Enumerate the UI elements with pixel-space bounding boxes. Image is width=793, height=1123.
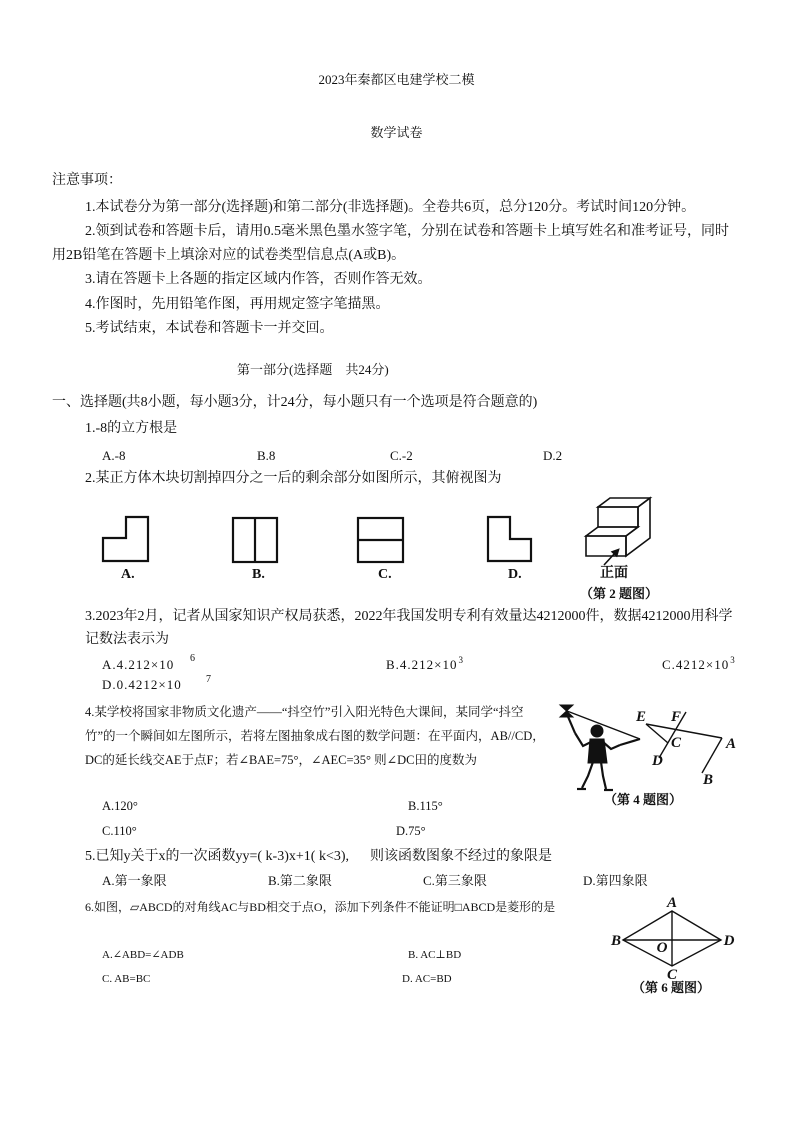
q3-option-a: A.4.212×10 xyxy=(102,657,175,672)
center-label-o: O xyxy=(656,940,668,956)
q2-figure-label-a: A. xyxy=(121,567,135,582)
line-ea xyxy=(646,724,722,738)
solid-upper-top-face xyxy=(598,498,650,507)
q2-option-a-shape xyxy=(103,517,148,561)
vertex-label-b: B xyxy=(610,933,622,949)
q4-stem-line: DC的延长线交AE于点F；若∠BAE=75°，∠AEC=35° 则∠DC田的度数为 xyxy=(85,753,477,767)
q3-option-d: D.0.4212×10 xyxy=(102,677,182,692)
q2-figure-label-d: D. xyxy=(508,567,522,582)
notice-heading: 注意事项： xyxy=(52,173,122,188)
q3-option-a-exponent: 6 xyxy=(190,653,195,664)
q2-figure xyxy=(95,495,665,571)
notice-line: 5.考试结束，本试卷和答题卡一并交回。 xyxy=(85,321,334,336)
notice-line: 2.领到试卷和答题卡后，请用0.5毫米黑色墨水签字笔，分别在试卷和答题卡上填写姓名和准考证号，同时 xyxy=(85,224,729,239)
exam-title: 2023年秦都区电建学校二模 xyxy=(318,72,475,87)
q6-option-b: B. AC⊥BD xyxy=(408,949,462,961)
point-label-c: C xyxy=(671,735,682,751)
q3-stem-line: 3.2023年2月，记者从国家知识产权局获悉，2022年我国发明专利有效量达4212000件，数据4212000用科学 xyxy=(85,609,733,624)
q4-figure xyxy=(555,700,750,792)
player-head xyxy=(591,725,603,737)
q2-figure-caption: （第 2 题图） xyxy=(580,586,659,601)
q4-option-a: A.120° xyxy=(102,799,138,813)
notice-line: 4.作图时，先用铅笔作图，再用规定签字笔描黑。 xyxy=(85,297,390,312)
q6-option-a: A.∠ABD=∠ADB xyxy=(102,949,184,961)
q3-option-c xyxy=(662,657,735,674)
player-left-arm xyxy=(575,733,591,746)
point-label-e: E xyxy=(636,709,647,725)
q1-option-a: A.-8 xyxy=(102,448,126,463)
q1-option-b: B.8 xyxy=(257,448,276,463)
diabolo-string xyxy=(567,711,640,739)
q6-figure-caption: （第 6 题图） xyxy=(632,980,711,995)
point-label-a: A xyxy=(726,736,737,752)
q5-option-c: C.第三象限 xyxy=(423,873,487,888)
q5-option-a: A.第一象限 xyxy=(102,873,167,888)
q3-option-b-exponent: 3 xyxy=(458,655,464,665)
q3-option-b-base: B.4.212×10 xyxy=(386,657,458,672)
q3-stem-line: 记数法表示为 xyxy=(85,632,169,647)
part-one-heading: 第一部分(选择题 共24分) xyxy=(237,362,389,377)
solid-lower-top-face xyxy=(586,527,638,536)
front-view-label: 正面 xyxy=(600,566,628,581)
notice-line: 1.本试卷分为第一部分(选择题)和第二部分(非选择题)。全卷共6页，总分120分。考试时间120分钟。 xyxy=(85,200,696,215)
player-left-leg xyxy=(582,762,593,788)
q4-stem-line: 4.某学校将国家非物质文化遗产——“抖空竹”引入阳光特色大课间，某同学“抖空 xyxy=(85,705,524,719)
exam-subject: 数学试卷 xyxy=(370,125,423,140)
front-view-arrow xyxy=(604,553,615,565)
section-one-heading: 一、选择题(共8小题，每小题3分，计24分，每小题只有一个选项是符合题意的) xyxy=(52,395,538,410)
q6-figure xyxy=(600,893,745,984)
q1-option-c: C.-2 xyxy=(390,448,413,463)
solid-upper-front-face xyxy=(598,507,638,527)
q2-figure-label-b: B. xyxy=(252,567,265,582)
vertex-label-c: C xyxy=(666,967,678,983)
right-stick xyxy=(620,739,640,745)
q4-option-c: C.110° xyxy=(102,824,137,838)
q6-option-d: D. AC=BD xyxy=(402,973,452,985)
solid-lower-front-face xyxy=(586,536,626,556)
q1-stem: 1.-8的立方根是 xyxy=(85,421,178,436)
q4-figure-caption: （第 4 题图） xyxy=(604,792,683,807)
notice-line: 用2B铅笔在答题卡上填涂对应的试卷类型信息点(A或B)。 xyxy=(52,248,406,263)
q4-option-d: D.75° xyxy=(396,824,426,838)
q2-figure-label-c: C. xyxy=(378,567,392,582)
q6-option-c: C. AB=BC xyxy=(102,973,151,985)
q3-option-c-base: C.4212×10 xyxy=(662,657,730,672)
diabolo-player-illustration xyxy=(560,705,640,790)
q2-stem: 2.某正方体木块切割掉四分之一后的剩余部分如图所示，其俯视图为 xyxy=(85,471,502,486)
q3-option-b xyxy=(386,657,463,674)
q5-option-d: D.第四象限 xyxy=(583,873,648,888)
q2-solid-figure xyxy=(586,498,650,556)
q4-stem-line: 竹”的一个瞬间如左图所示，若将左图抽象成右图的数学问题：在平面内，AB//CD， xyxy=(85,729,545,743)
point-label-b: B xyxy=(703,772,714,788)
q5-option-b: B.第二象限 xyxy=(268,873,332,888)
q6-stem: 6.如图，▱ABCD的对角线AC与BD相交于点O，添加下列条件不能证明□ABCD是菱形的是 xyxy=(85,900,556,914)
point-label-f: F xyxy=(671,709,682,725)
q1-option-d: D.2 xyxy=(543,448,563,463)
q2-option-d-shape xyxy=(488,517,531,561)
q4-geometry-diagram xyxy=(635,709,736,788)
q3-option-c-exponent: 3 xyxy=(730,655,735,665)
point-label-d: D xyxy=(652,753,663,769)
vertex-label-d: D xyxy=(723,933,735,949)
q4-option-b: B.115° xyxy=(408,799,443,813)
notice-line: 3.请在答题卡上各题的指定区域内作答，否则作答无效。 xyxy=(85,272,432,287)
q3-option-d-exponent: 7 xyxy=(206,674,211,685)
player-right-leg xyxy=(601,762,606,789)
q5-stem: 5.已知y关于x的一次函数yy=( k-3)x+1( k<3), 则该函数图象不经过的象限是 xyxy=(85,849,552,864)
line-ab xyxy=(702,738,722,773)
vertex-label-a: A xyxy=(666,895,678,911)
